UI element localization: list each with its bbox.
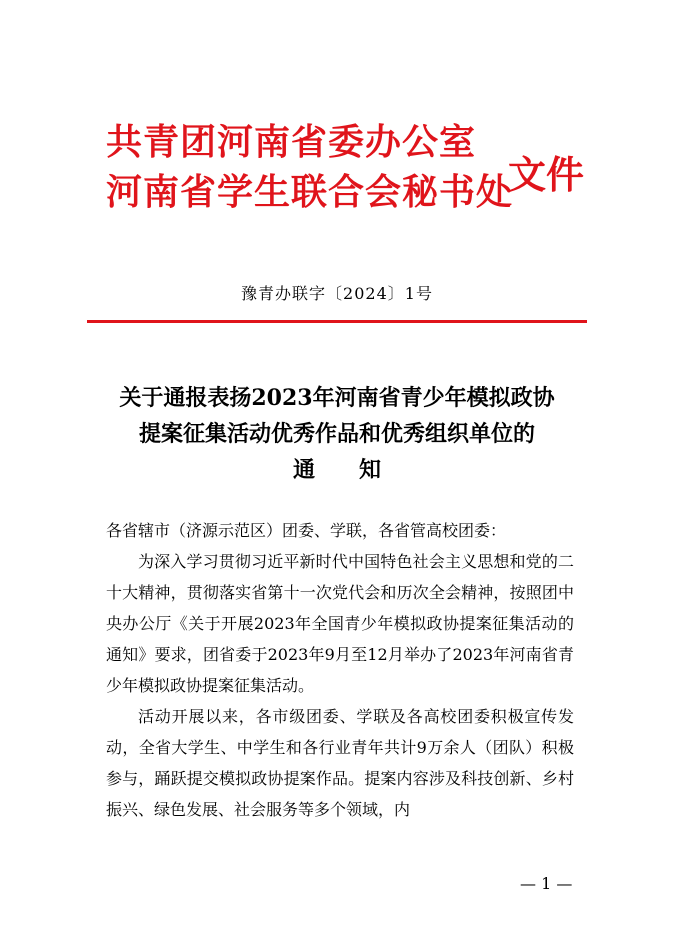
issuer-line-1: 共青团河南省委办公室 bbox=[106, 121, 477, 163]
document-body bbox=[106, 515, 574, 825]
body-paragraph-1: 为深入学习贯彻习近平新时代中国特色社会主义思想和党的二十大精神，贯彻落实省第十一次党代会和历次全会精神，按照团中央办公厅《关于开展2023年全国青少年模拟政协提案征集活动的通知》要求，团省委于2023年9月至12月举办了2023年河南省青少年模拟政协提案征集活动。 bbox=[106, 552, 574, 695]
issuer-block bbox=[106, 117, 513, 217]
body-paragraph-2: 活动开展以来，各市级团委、学联及各高校团委积极宣传发动，全省大学生、中学生和各行业青年共计9万余人（团队）积极参与，踊跃提交模拟政协提案作品。提案内容涉及科技创新、乡村振兴、绿色发展、社会服务等多个领域，内 bbox=[106, 707, 574, 819]
document-number: 豫青办联字〔2024〕1号 bbox=[241, 284, 433, 303]
issuer-suffix: 文件 bbox=[508, 152, 585, 197]
title-line-3: 通知 bbox=[292, 457, 425, 483]
page-number: — 1 — bbox=[520, 874, 573, 893]
document-title bbox=[90, 380, 584, 488]
title-line-1: 关于通报表扬2023年河南省青少年模拟政协 bbox=[119, 385, 555, 411]
red-divider-line bbox=[87, 320, 587, 323]
salutation: 各省辖市（济源示范区）团委、学联，各省管高校团委： bbox=[106, 521, 507, 540]
title-line-2: 提案征集活动优秀作品和优秀组织单位的 bbox=[138, 421, 535, 447]
issuer-line-2: 河南省学生联合会秘书处 bbox=[106, 171, 514, 213]
